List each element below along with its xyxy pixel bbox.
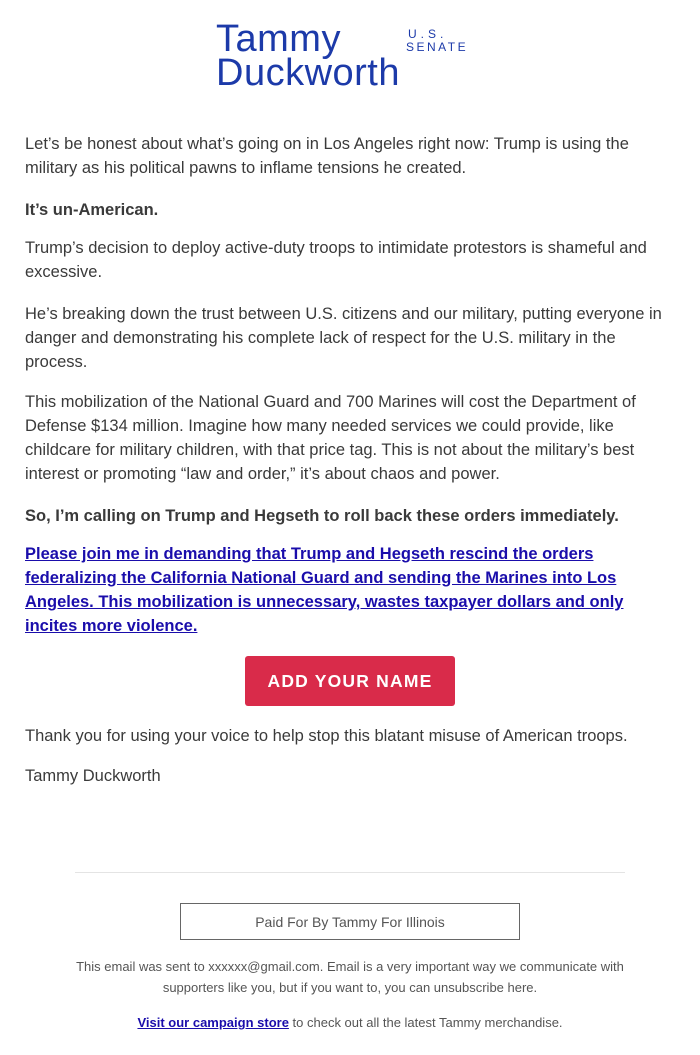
paid-for-box <box>180 903 520 940</box>
logo-last-name: Duckworth <box>216 52 400 94</box>
paragraph-cost: This mobilization of the National Guard and 700 Marines will cost the Department of Defense $134 million. Imagine how many needed services we could provide, like childcare for military children, with that price tag. This is not about the military’s best interest or promoting “law and order,” it’s about chaos and power. <box>25 393 636 483</box>
footer-divider <box>75 872 625 873</box>
store-text: to check out all the latest Tammy merchandise. <box>288 1015 563 1030</box>
signature: Tammy Duckworth <box>25 767 161 785</box>
paragraph-trust: He’s breaking down the trust between U.S. citizens and our military, putting everyone in danger and demonstrating his complete lack of respect for the U.S. military in the process. <box>25 305 662 371</box>
footer-sent-to: This email was sent to xxxxxx@gmail.com. Email is a very important way we communicate with supporters like you, but if you want to, you can unsubscribe here. <box>76 959 624 995</box>
paragraph-un-american: It’s un-American. <box>25 201 159 219</box>
paragraph-decision: Trump’s decision to deploy active-duty troops to intimidate protestors is shameful and excessive. <box>25 239 647 281</box>
paragraph-call: So, I’m calling on Trump and Hegseth to roll back these orders immediately. <box>25 507 619 525</box>
paid-for-text: Paid For By Tammy For Illinois <box>255 913 445 930</box>
logo-senate: SENATE <box>406 40 469 54</box>
logo-first-name: Tammy <box>216 18 341 60</box>
paragraph-intro: Let’s be honest about what’s going on in Los Angeles right now: Trump is using the military as his political pawns to inflame tensions he created. <box>25 135 629 177</box>
senate-logo <box>216 20 496 92</box>
add-your-name-button[interactable]: ADD YOUR NAME <box>245 656 455 706</box>
campaign-store-link[interactable]: Visit our campaign store <box>137 1015 289 1030</box>
logo-us: U.S. <box>408 27 448 41</box>
footer-store <box>60 1013 640 1033</box>
petition-link[interactable]: Please join me in demanding that Trump and Hegseth rescind the orders federalizing the California National Guard and sending the Marines into Los Angeles. This mobilization is unnecessary, wastes taxpayer dollars and only incites more violence. <box>25 545 624 635</box>
paragraph-thanks: Thank you for using your voice to help stop this blatant misuse of American troops. <box>25 727 628 745</box>
